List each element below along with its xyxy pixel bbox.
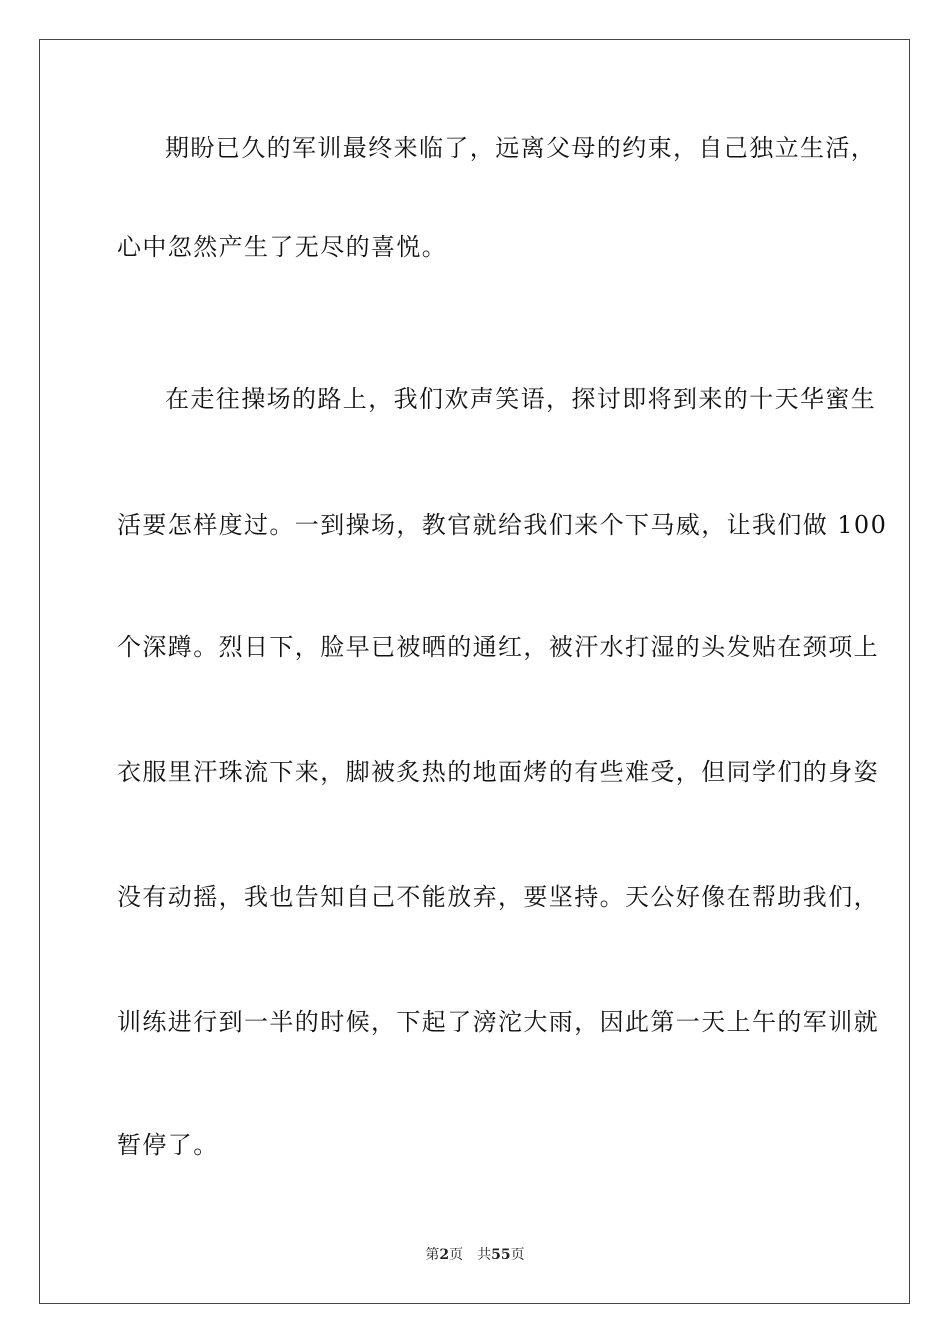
page-suffix: 页 <box>449 1247 464 1263</box>
total-pages: 55 <box>491 1247 511 1263</box>
paragraph-2-line-7: 暂停了。 <box>117 1131 219 1159</box>
paragraph-1-line-2: 心中忽然产生了无尽的喜悦。 <box>117 233 448 261</box>
paragraph-2-line-5: 没有动摇，我也告知自己不能放弃，要坚持。天公好像在帮助我们， <box>117 883 879 911</box>
page-footer <box>0 1246 950 1264</box>
paragraph-2-line-3: 个深蹲。烈日下，脸早已被晒的通红，被汗水打湿的头发贴在颈项上 <box>117 633 879 661</box>
paragraph-2-line-6: 训练进行到一半的时候，下起了滂沱大雨，因此第一天上午的军训就 <box>117 1008 879 1036</box>
paragraph-1-line-1: 期盼已久的军训最终来临了，远离父母的约束，自己独立生活， <box>165 134 877 162</box>
total-prefix: 共 <box>477 1247 492 1263</box>
page-border <box>39 39 910 1304</box>
paragraph-2-line-1: 在走往操场的路上，我们欢声笑语，探讨即将到来的十天华蜜生 <box>165 385 877 413</box>
page-prefix: 第 <box>425 1247 440 1263</box>
page-number: 2 <box>439 1247 450 1263</box>
total-suffix: 页 <box>510 1247 525 1263</box>
paragraph-2-line-2: 活要怎样度过。一到操场，教官就给我们来个下马威，让我们做 100 <box>117 511 888 539</box>
paragraph-2-line-4: 衣服里汗珠流下来，脚被炙热的地面烤的有些难受，但同学们的身姿 <box>117 758 879 786</box>
